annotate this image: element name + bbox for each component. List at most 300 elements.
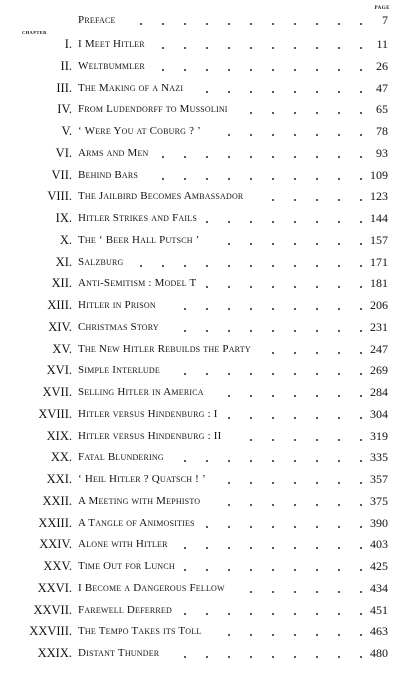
leader-dot (228, 460, 230, 462)
leader-dot (294, 221, 296, 223)
toc-row (0, 230, 410, 250)
leader-dot (250, 613, 252, 615)
toc-row (0, 621, 410, 641)
leader-dot (360, 504, 362, 506)
leader-dot (250, 395, 252, 397)
leader-dot (272, 265, 274, 267)
toc-row (0, 491, 410, 511)
leader-dot (316, 286, 318, 288)
chapter-number: XV. (52, 341, 72, 356)
leader-dot (360, 460, 362, 462)
leader-dot (294, 395, 296, 397)
leader-dot (316, 569, 318, 571)
chapter-title: A Meeting with Mephisto (78, 494, 201, 507)
chapter-number: XXVII. (33, 602, 72, 617)
leader-dot (228, 265, 230, 267)
leader-dot (294, 47, 296, 49)
leader-dot (228, 47, 230, 49)
leader-dot (294, 373, 296, 375)
leader-dot (338, 221, 340, 223)
leader-dot (294, 634, 296, 636)
leader-dot (184, 178, 186, 180)
leader-dot (206, 613, 208, 615)
leader-dot (250, 156, 252, 158)
leader-dot (206, 221, 208, 223)
leader-dot (316, 439, 318, 441)
toc-row (0, 578, 410, 598)
leader-dot (184, 330, 186, 332)
chapter-number: XIV. (48, 319, 72, 334)
chapter-number: XXVI. (37, 580, 72, 595)
leader-dot (272, 308, 274, 310)
chapter-page-number: 93 (376, 145, 388, 160)
toc-row (0, 534, 410, 554)
leader-dot (162, 47, 164, 49)
leader-dot (294, 69, 296, 71)
leader-dot (316, 265, 318, 267)
chapter-page-number: 304 (370, 406, 388, 421)
chapter-number: V. (61, 124, 72, 138)
chapter-title: Fatal Blundering (78, 451, 164, 464)
toc-row (0, 121, 410, 141)
chapter-number: XI. (55, 254, 72, 269)
toc-row (0, 600, 410, 620)
leader-dot (206, 656, 208, 658)
chapter-number: XVIII. (38, 406, 72, 421)
leader-dot (338, 134, 340, 136)
leader-dot (294, 526, 296, 528)
toc-row (0, 56, 410, 76)
leader-dot (316, 308, 318, 310)
leader-dot (272, 591, 274, 593)
chapter-page-number: 357 (370, 472, 388, 486)
chapter-page-number: 425 (370, 559, 388, 573)
leader-dot (294, 417, 296, 419)
leader-dot (338, 395, 340, 397)
chapter-page-number: 109 (370, 167, 388, 182)
leader-dot (250, 286, 252, 288)
leader-dot (338, 591, 340, 593)
leader-dot (184, 656, 186, 658)
toc-row (0, 143, 410, 163)
leader-dot (294, 352, 296, 354)
leader-dot (184, 308, 186, 310)
leader-dot (206, 69, 208, 71)
leader-dot (294, 178, 296, 180)
leader-dot (206, 156, 208, 158)
leader-dot (338, 373, 340, 375)
chapter-page-number: 247 (370, 341, 388, 356)
chapter-number: XIX. (46, 428, 72, 443)
leader-dot (294, 134, 296, 136)
leader-dot (206, 265, 208, 267)
chapter-number: XXVIII. (29, 624, 72, 639)
leader-dot (250, 243, 252, 245)
chapter-title: I Become a Dangerous Fellow (78, 581, 225, 594)
chapter-title: ‘ Heil Hitler ? Quatsch ! ’ (78, 473, 206, 485)
toc-row (0, 317, 410, 337)
leader-dot (228, 308, 230, 310)
chapter-number: X. (59, 232, 72, 247)
leader-dot (228, 134, 230, 136)
leader-dot (294, 330, 296, 332)
chapter-page-number: 47 (376, 80, 388, 95)
chapter-title: Anti-Semitism : Model T (78, 277, 197, 290)
leader-dot (162, 178, 164, 180)
chapter-page-number: 390 (370, 515, 388, 530)
leader-dot (338, 243, 340, 245)
leader-dot (316, 373, 318, 375)
leader-dot (272, 373, 274, 375)
leader-dot (272, 178, 274, 180)
leader-dot (360, 591, 362, 593)
chapter-title: Selling Hitler in America (78, 386, 204, 398)
chapter-title: Hitler versus Hindenburg : II (78, 429, 222, 442)
chapter-title: Weltbummler (78, 59, 145, 72)
leader-dot (316, 352, 318, 354)
toc-row (0, 165, 410, 185)
chapter-number: II. (60, 58, 72, 73)
leader-dot (338, 482, 340, 484)
leader-dot (338, 634, 340, 636)
leader-dot (250, 482, 252, 484)
chapter-page-number: 284 (370, 385, 388, 399)
chapter-page-number: 269 (370, 363, 388, 378)
leader-dot (316, 482, 318, 484)
leader-dot (360, 178, 362, 180)
leader-dot (294, 439, 296, 441)
leader-dot (140, 23, 142, 25)
leader-dot (272, 47, 274, 49)
chapter-title: Salzburg (78, 255, 124, 268)
leader-dot (250, 134, 252, 136)
leader-dot (316, 526, 318, 528)
leader-dot (162, 156, 164, 158)
toc-row (0, 513, 410, 533)
leader-dot (250, 373, 252, 375)
leader-dot (140, 265, 142, 267)
leader-dot (338, 199, 340, 201)
toc-row (0, 339, 410, 359)
leader-dot (338, 265, 340, 267)
leader-dot (250, 221, 252, 223)
leader-dot (360, 656, 362, 658)
chapter-title: Hitler in Prison (78, 299, 156, 311)
chapter-page-number: 451 (370, 602, 388, 617)
chapter-page-number: 26 (376, 58, 388, 73)
preface-row (0, 10, 410, 30)
leader-dot (250, 417, 252, 419)
chapter-page-number: 65 (376, 102, 388, 117)
leader-dot (316, 634, 318, 636)
leader-dot (272, 352, 274, 354)
leader-dot (228, 613, 230, 615)
leader-dot (360, 526, 362, 528)
chapter-column-header: CHAPTER (22, 30, 47, 35)
leader-dot (272, 69, 274, 71)
leader-dot (338, 330, 340, 332)
leader-dot (294, 112, 296, 114)
leader-dot (228, 547, 230, 549)
chapter-page-number: 375 (370, 493, 388, 508)
leader-dot (228, 221, 230, 223)
chapter-page-number: 144 (370, 211, 388, 225)
chapter-number: III. (56, 80, 72, 95)
leader-dot (316, 23, 318, 25)
leader-dot (294, 591, 296, 593)
chapter-title: The New Hitler Rebuilds the Party (78, 342, 251, 355)
leader-dot (250, 460, 252, 462)
leader-dot (360, 439, 362, 441)
leader-dot (250, 308, 252, 310)
leader-dot (338, 526, 340, 528)
leader-dot (184, 265, 186, 267)
leader-dot (228, 417, 230, 419)
chapter-page-number: 319 (370, 428, 388, 443)
chapter-page-number: 403 (370, 537, 388, 552)
leader-dot (316, 112, 318, 114)
chapter-number: XX. (50, 450, 72, 465)
chapter-number: XII. (51, 276, 72, 291)
chapter-number: XVII. (42, 385, 72, 399)
chapter-title: ‘ Were You at Coburg ? ’ (78, 125, 202, 137)
leader-dot (228, 91, 230, 93)
leader-dot (338, 23, 340, 25)
leader-dot (294, 156, 296, 158)
leader-dot (272, 569, 274, 571)
leader-dot (228, 504, 230, 506)
toc-row (0, 643, 410, 663)
leader-dot (162, 69, 164, 71)
leader-dot (316, 547, 318, 549)
leader-dot (272, 330, 274, 332)
leader-dot (250, 504, 252, 506)
leader-dot (360, 352, 362, 354)
leader-dot (294, 460, 296, 462)
leader-dot (272, 23, 274, 25)
leader-dot (272, 526, 274, 528)
leader-dot (316, 656, 318, 658)
leader-dot (206, 286, 208, 288)
leader-dot (250, 265, 252, 267)
chapter-page-number: 231 (370, 319, 388, 334)
leader-dot (272, 417, 274, 419)
leader-dot (272, 112, 274, 114)
leader-dot (360, 199, 362, 201)
leader-dot (272, 395, 274, 397)
leader-dot (206, 460, 208, 462)
leader-dot (316, 69, 318, 71)
leader-dot (294, 91, 296, 93)
leader-dot (360, 91, 362, 93)
leader-dot (360, 613, 362, 615)
chapter-title: Hitler versus Hindenburg : I (78, 407, 218, 420)
leader-dot (338, 460, 340, 462)
chapter-title: Farewell Deferred (78, 603, 172, 616)
toc-row (0, 447, 410, 467)
leader-dot (338, 47, 340, 49)
leader-dot (250, 23, 252, 25)
chapter-number: IV. (57, 102, 72, 117)
leader-dot (360, 417, 362, 419)
chapter-title: A Tangle of Animosities (78, 516, 195, 529)
leader-dot (294, 547, 296, 549)
leader-dot (272, 460, 274, 462)
leader-dot (272, 156, 274, 158)
leader-dot (272, 504, 274, 506)
preface-title: Preface (78, 14, 116, 26)
leader-dot (338, 656, 340, 658)
leader-dot (338, 352, 340, 354)
page-column-header: PAGE (374, 6, 390, 11)
leader-dot (184, 569, 186, 571)
leader-dot (228, 23, 230, 25)
leader-dot (206, 47, 208, 49)
toc-row (0, 34, 410, 54)
leader-dot (360, 634, 362, 636)
leader-dot (360, 265, 362, 267)
chapter-title: The Tempo Takes its Toll (78, 625, 202, 638)
leader-dot (360, 373, 362, 375)
leader-dot (272, 613, 274, 615)
leader-dot (272, 634, 274, 636)
leader-dot (360, 112, 362, 114)
leader-dot (360, 69, 362, 71)
chapter-title: Christmas Story (78, 320, 159, 333)
leader-dot (228, 286, 230, 288)
toc-row (0, 404, 410, 424)
chapter-number: XXIV. (39, 537, 72, 552)
leader-dot (250, 526, 252, 528)
chapter-number: I. (64, 37, 72, 51)
chapter-title: Behind Bars (78, 168, 139, 181)
chapter-page-number: 78 (376, 124, 388, 138)
leader-dot (184, 613, 186, 615)
leader-dot (294, 613, 296, 615)
leader-dot (360, 156, 362, 158)
leader-dot (206, 91, 208, 93)
leader-dot (272, 243, 274, 245)
leader-dot (294, 482, 296, 484)
toc-row (0, 208, 410, 228)
leader-dot (250, 547, 252, 549)
leader-dot (338, 547, 340, 549)
leader-dot (338, 112, 340, 114)
leader-dot (360, 134, 362, 136)
chapter-page-number: 157 (370, 232, 388, 247)
leader-dot (316, 243, 318, 245)
leader-dot (272, 656, 274, 658)
chapter-page-number: 123 (370, 189, 388, 204)
leader-dot (316, 417, 318, 419)
leader-dot (360, 330, 362, 332)
toc-row (0, 78, 410, 98)
chapter-title: The Jailbird Becomes Ambassador (78, 190, 244, 203)
chapter-number: VIII. (47, 189, 72, 204)
leader-dot (250, 112, 252, 114)
leader-dot (338, 613, 340, 615)
chapter-title: The Making of a Nazi (78, 81, 184, 94)
leader-dot (206, 23, 208, 25)
toc-row (0, 382, 410, 402)
leader-dot (360, 286, 362, 288)
chapter-page-number: 434 (370, 580, 388, 595)
chapter-number: XVI. (46, 363, 72, 378)
leader-dot (338, 308, 340, 310)
leader-dot (338, 439, 340, 441)
toc-row (0, 556, 410, 576)
leader-dot (360, 47, 362, 49)
leader-dot (360, 308, 362, 310)
toc-row (0, 252, 410, 272)
toc-row (0, 273, 410, 293)
leader-dot (316, 156, 318, 158)
leader-dot (250, 656, 252, 658)
leader-dot (360, 23, 362, 25)
leader-dot (272, 221, 274, 223)
leader-dot (272, 91, 274, 93)
leader-dot (294, 308, 296, 310)
leader-dot (162, 23, 164, 25)
leader-dot (316, 613, 318, 615)
leader-dot (272, 482, 274, 484)
leader-dot (316, 178, 318, 180)
leader-dot (316, 221, 318, 223)
chapter-title: Time Out for Lunch (78, 560, 175, 572)
chapter-page-number: 463 (370, 624, 388, 639)
leader-dot (228, 482, 230, 484)
leader-dot (184, 47, 186, 49)
toc-row (0, 469, 410, 489)
leader-dot (184, 156, 186, 158)
leader-dot (228, 373, 230, 375)
chapter-page-number: 206 (370, 298, 388, 312)
leader-dot (360, 395, 362, 397)
leader-dot (338, 504, 340, 506)
leader-dot (228, 526, 230, 528)
leader-dot (294, 569, 296, 571)
leader-dot (206, 330, 208, 332)
leader-dot (338, 156, 340, 158)
leader-dot (294, 656, 296, 658)
leader-dot (184, 460, 186, 462)
leader-dot (360, 569, 362, 571)
leader-dot (228, 156, 230, 158)
chapter-number: VII. (51, 167, 72, 182)
leader-dot (184, 547, 186, 549)
chapter-title: From Ludendorff to Mussolini (78, 103, 228, 116)
leader-dot (360, 547, 362, 549)
leader-dot (162, 265, 164, 267)
chapter-number: IX. (55, 211, 72, 225)
leader-dot (206, 373, 208, 375)
chapter-title: I Meet Hitler (78, 38, 145, 50)
leader-dot (250, 439, 252, 441)
leader-dot (272, 547, 274, 549)
leader-dot (360, 221, 362, 223)
chapter-number: XXV. (43, 559, 72, 573)
leader-dot (250, 330, 252, 332)
leader-dot (294, 23, 296, 25)
chapter-number: XXII. (42, 493, 72, 508)
leader-dot (316, 199, 318, 201)
leader-dot (338, 569, 340, 571)
chapter-number: VI. (55, 145, 72, 160)
leader-dot (338, 91, 340, 93)
toc-row (0, 99, 410, 119)
preface-page-number: 7 (382, 13, 388, 27)
leader-dot (294, 243, 296, 245)
